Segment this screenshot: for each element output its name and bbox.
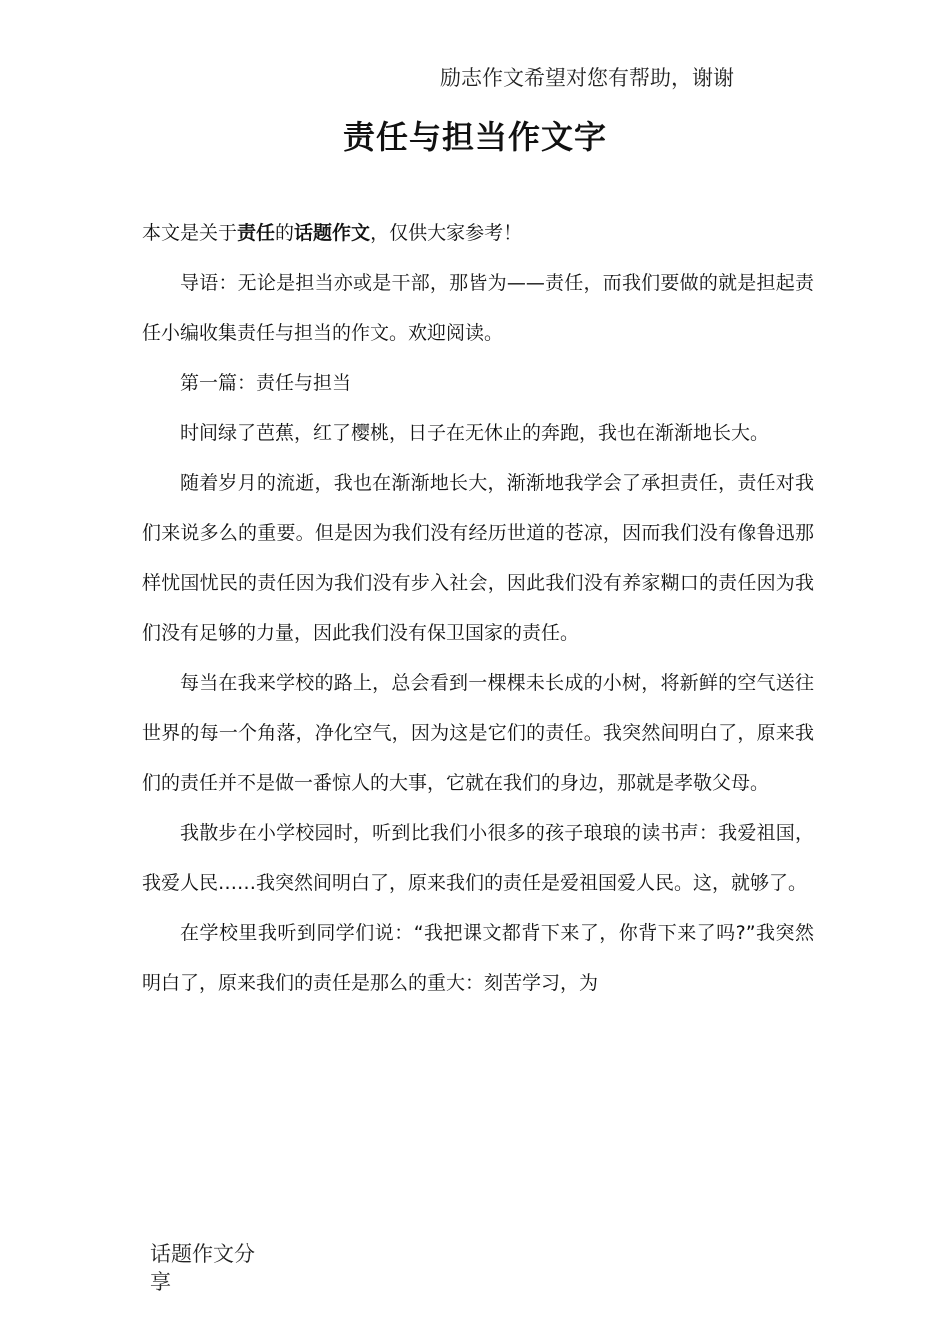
- intro-bold-keyword: 责任: [237, 222, 276, 244]
- body-paragraph-lead: 导语：无论是担当亦或是干部，那皆为——责任，而我们要做的就是担起责任小编收集责任与担当的作文。欢迎阅读。: [142, 272, 814, 344]
- body-paragraph: 在学校里我听到同学们说：“我把课文都背下来了，你背下来了吗?”我突然明白了，原来我们的责任是那么的重大：刻苦学习，为: [142, 922, 814, 994]
- intro-text: 本文是关于: [142, 222, 238, 244]
- intro-paragraph: [142, 208, 814, 258]
- document-title: 责任与担当作文字: [342, 118, 607, 156]
- intro-text: 的: [275, 222, 295, 244]
- body-paragraph: 随着岁月的流逝，我也在渐渐地长大，渐渐地我学会了承担责任，责任对我们来说多么的重要。但是因为我们没有经历世道的苍凉，因而我们没有像鲁迅那样忧国忧民的责任因为我们没有步入社会，因此我们没有养家糊口的责任因为我们没有足够的力量，因此我们没有保卫国家的责任。: [142, 472, 814, 644]
- intro-text: ，仅供大家参考！: [370, 222, 523, 244]
- body-paragraph: 时间绿了芭蕉，红了樱桃，日子在无休止的奔跑，我也在渐渐地长大。: [180, 422, 770, 444]
- document-body: [142, 208, 814, 1008]
- body-paragraph: 我散步在小学校园时，听到比我们小很多的孩子琅琅的读书声：我爱祖国，我爱人民……我突然间明白了，原来我们的责任是爱祖国爱人民。这，就够了。: [142, 822, 814, 894]
- body-paragraph: 每当在我来学校的路上，总会看到一棵棵未长成的小树，将新鲜的空气送往世界的每一个角落，净化空气，因为这是它们的责任。我突然间明白了，原来我们的责任并不是做一番惊人的大事，它就在我们的身边，那就是孝敬父母。: [142, 672, 814, 794]
- section-heading: 第一篇：责任与担当: [180, 372, 352, 394]
- intro-bold-keyword: 话题作文: [294, 222, 371, 244]
- footer-note: 话题作文分享: [150, 1242, 255, 1294]
- header-note: 励志作文希望对您有帮助，谢谢: [440, 66, 734, 90]
